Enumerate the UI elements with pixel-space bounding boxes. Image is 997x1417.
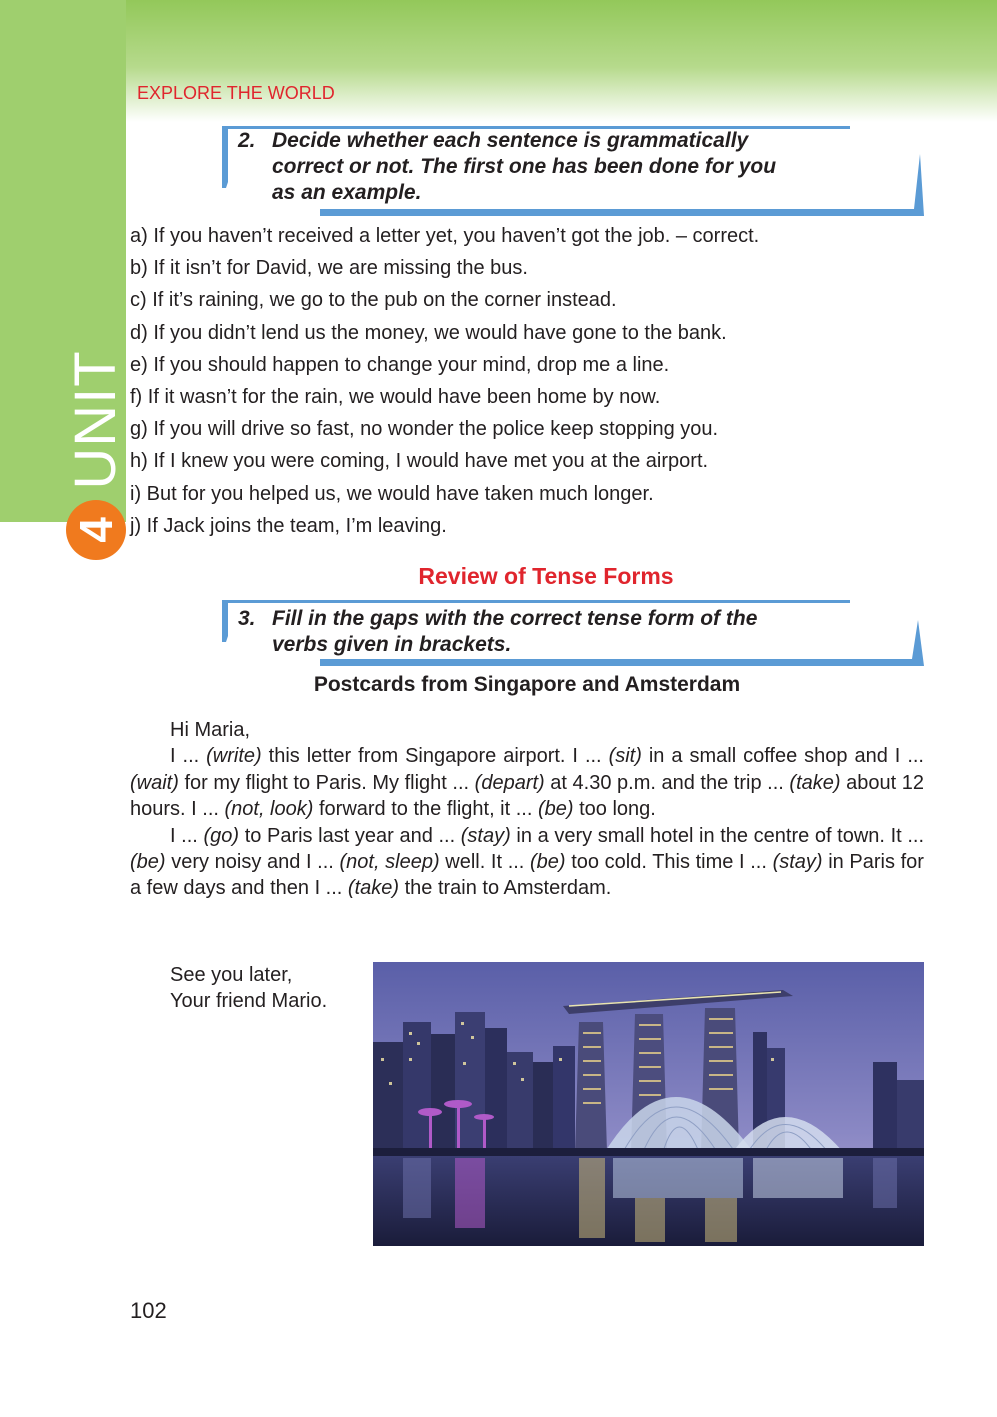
list-item: c) If it’s raining, we go to the pub on the corner instead. (130, 289, 617, 312)
section-heading: Review of Tense Forms (418, 563, 674, 589)
list-item: f) If it wasn’t for the rain, we would have been home by now. (130, 386, 661, 409)
list-item: e) If you should happen to change your mind, drop me a line. (130, 353, 670, 376)
letter-paragraph-2: I ... (go) to Paris last year and ... (stay) in a very small hotel in the centre of town. It ... (be) very noisy and I ... (not, sleep) well. It ... (be) too cold. This time I ... (stay) in Paris for a few days and then I ... (take) the train to Amsterdam. (130, 824, 924, 900)
singapore-skyline-photo (373, 962, 924, 1246)
section-label: EXPLORE THE WORLD (137, 83, 335, 103)
list-item: g) If you will drive so fast, no wonder the police keep stopping you. (130, 418, 719, 441)
exercise-2-banner (220, 122, 926, 218)
letter-closing: See you later, Your friend Mario. (170, 964, 328, 1013)
exercise-3-title: Postcards from Singapore and Amsterdam (313, 673, 741, 696)
exercise-2-instruction: 2. Decide whether each sentence is grammatically correct or not. The first one has been done for you as an example. (238, 129, 777, 204)
list-item: b) If it isn’t for David, we are missing the bus. (130, 257, 528, 280)
exercise-3-number: 3. (238, 607, 256, 630)
list-item: h) If I knew you were coming, I would have met you at the airport. (130, 450, 709, 473)
list-item: d) If you didn’t lend us the money, we would have gone to the bank. (130, 321, 727, 344)
postcard-letter (130, 717, 924, 902)
letter-greeting: Hi Maria, (170, 719, 251, 741)
unit-word: UNIT (63, 350, 128, 490)
exercise-3-banner (220, 598, 926, 668)
unit-number: 4 (70, 517, 122, 543)
list-item: j) If Jack joins the team, I’m leaving. (130, 514, 447, 537)
exercise-2-list (130, 220, 759, 542)
page-number: 102 (130, 1298, 167, 1323)
skyline-illustration (373, 962, 924, 1246)
list-item: i) But for you helped us, we would have taken much longer. (130, 482, 654, 505)
letter-paragraph-1: I ... (write) this letter from Singapore airport. I ... (sit) in a small coffee shop and I ... (wait) for my flight to Paris. My flight ... (depart) at 4.30 p.m. and the trip ... (take) about 12 hours. I ... (not, look) forward to the flight, it ... (be) too long. (130, 745, 924, 821)
list-item: a) If you haven’t received a letter yet, you haven’t got the job. – correct. (130, 225, 760, 247)
exercise-3-instruction: 3. Fill in the gaps with the correct tense form of the verbs given in brackets. (238, 607, 758, 656)
exercise-2-number: 2. (238, 129, 256, 152)
